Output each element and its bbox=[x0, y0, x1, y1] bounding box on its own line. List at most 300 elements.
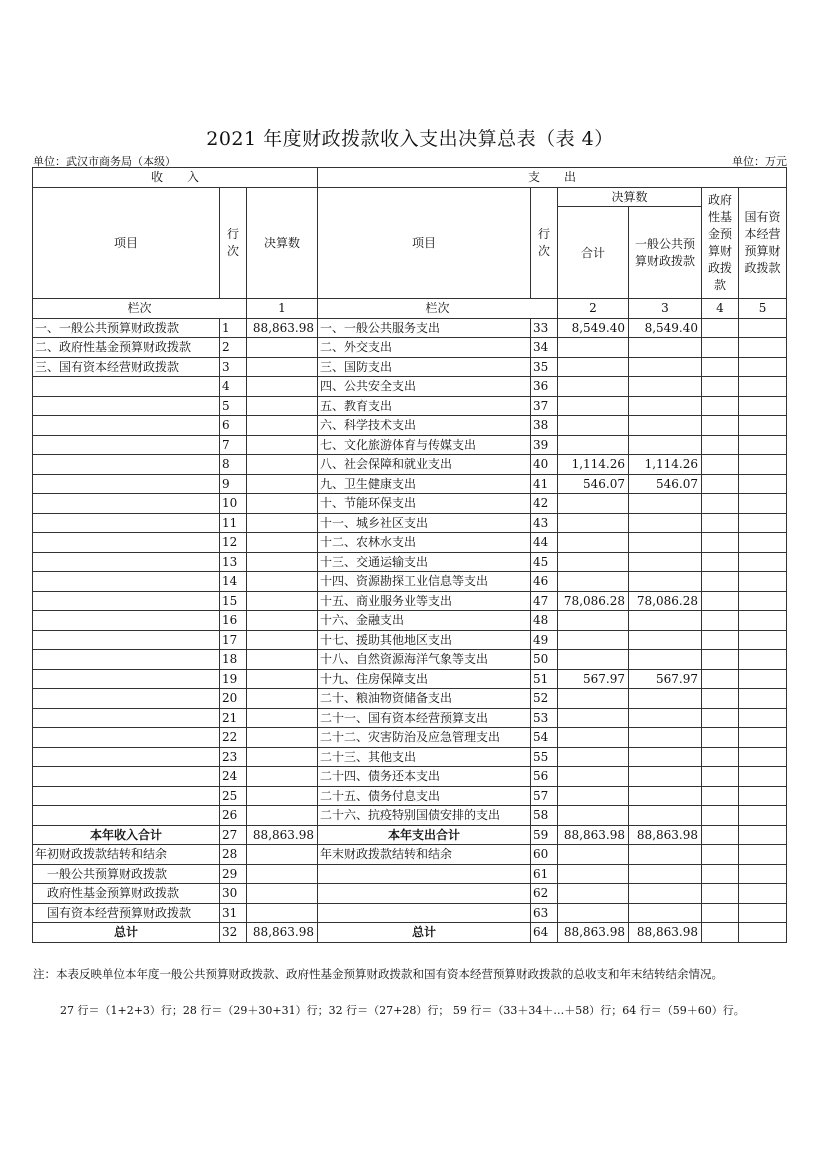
expense-general-budget bbox=[629, 611, 702, 631]
expense-line: 52 bbox=[531, 689, 558, 709]
income-item bbox=[33, 708, 220, 728]
expense-state-capital bbox=[739, 533, 787, 553]
expense-total bbox=[558, 845, 629, 865]
income-item: 一、一般公共预算财政拨款 bbox=[33, 318, 220, 338]
expense-item: 十四、资源勘探工业信息等支出 bbox=[318, 572, 531, 592]
income-line: 30 bbox=[220, 884, 247, 904]
expense-gov-fund bbox=[702, 786, 739, 806]
expense-item: 十九、住房保障支出 bbox=[318, 669, 531, 689]
header-state-capital: 国有资本经营预算财政拨款 bbox=[739, 187, 787, 299]
expense-gov-fund bbox=[702, 747, 739, 767]
expense-item: 二十三、其他支出 bbox=[318, 747, 531, 767]
income-amount bbox=[247, 669, 318, 689]
expense-item: 四、公共安全支出 bbox=[318, 377, 531, 397]
income-item bbox=[33, 591, 220, 611]
income-amount bbox=[247, 845, 318, 865]
expense-state-capital bbox=[739, 728, 787, 748]
header-gov-fund: 政府性基金预算财政拨款 bbox=[702, 187, 739, 299]
expense-total bbox=[558, 338, 629, 358]
expense-state-capital bbox=[739, 591, 787, 611]
income-line: 19 bbox=[220, 669, 247, 689]
table-row bbox=[33, 611, 787, 631]
income-line: 18 bbox=[220, 650, 247, 670]
expense-line: 40 bbox=[531, 455, 558, 475]
income-line: 29 bbox=[220, 864, 247, 884]
income-amount bbox=[247, 455, 318, 475]
expense-total bbox=[558, 708, 629, 728]
income-amount bbox=[247, 728, 318, 748]
expense-total bbox=[558, 552, 629, 572]
header-expense-line: 行次 bbox=[531, 187, 558, 299]
expense-item: 七、文化旅游体育与传媒支出 bbox=[318, 435, 531, 455]
expense-state-capital bbox=[739, 455, 787, 475]
income-amount bbox=[247, 611, 318, 631]
table-row bbox=[33, 396, 787, 416]
expense-total bbox=[558, 786, 629, 806]
income-item bbox=[33, 513, 220, 533]
income-item bbox=[33, 786, 220, 806]
income-item: 本年收入合计 bbox=[33, 825, 220, 845]
income-amount bbox=[247, 377, 318, 397]
expense-state-capital bbox=[739, 416, 787, 436]
income-amount bbox=[247, 630, 318, 650]
expense-total bbox=[558, 903, 629, 923]
income-line: 4 bbox=[220, 377, 247, 397]
income-item: 三、国有资本经营财政拨款 bbox=[33, 357, 220, 377]
expense-line: 54 bbox=[531, 728, 558, 748]
expense-gov-fund bbox=[702, 708, 739, 728]
col-number-4: 4 bbox=[702, 299, 739, 319]
expense-gov-fund bbox=[702, 435, 739, 455]
expense-item: 二十五、债务付息支出 bbox=[318, 786, 531, 806]
expense-item: 三、国防支出 bbox=[318, 357, 531, 377]
expense-state-capital bbox=[739, 552, 787, 572]
table-body bbox=[33, 318, 787, 942]
expense-state-capital bbox=[739, 747, 787, 767]
expense-general-budget: 567.97 bbox=[629, 669, 702, 689]
table-row bbox=[33, 786, 787, 806]
table-row bbox=[33, 669, 787, 689]
expense-total bbox=[558, 396, 629, 416]
expense-gov-fund bbox=[702, 845, 739, 865]
expense-total bbox=[558, 806, 629, 826]
expense-item: 十、节能环保支出 bbox=[318, 494, 531, 514]
expense-item: 九、卫生健康支出 bbox=[318, 474, 531, 494]
expense-line: 39 bbox=[531, 435, 558, 455]
income-line: 12 bbox=[220, 533, 247, 553]
table-row bbox=[33, 747, 787, 767]
expense-line: 63 bbox=[531, 903, 558, 923]
expense-total bbox=[558, 747, 629, 767]
expense-item bbox=[318, 903, 531, 923]
expense-gov-fund bbox=[702, 630, 739, 650]
expense-state-capital bbox=[739, 669, 787, 689]
expense-item: 本年支出合计 bbox=[318, 825, 531, 845]
expense-total bbox=[558, 416, 629, 436]
table-row bbox=[33, 864, 787, 884]
income-line: 26 bbox=[220, 806, 247, 826]
expense-item: 十六、金融支出 bbox=[318, 611, 531, 631]
expense-total bbox=[558, 630, 629, 650]
income-amount bbox=[247, 494, 318, 514]
expense-state-capital bbox=[739, 806, 787, 826]
expense-state-capital bbox=[739, 884, 787, 904]
expense-item: 十七、援助其他地区支出 bbox=[318, 630, 531, 650]
income-item bbox=[33, 572, 220, 592]
income-item bbox=[33, 650, 220, 670]
income-line: 32 bbox=[220, 923, 247, 943]
expense-gov-fund bbox=[702, 474, 739, 494]
expense-total: 88,863.98 bbox=[558, 825, 629, 845]
expense-total bbox=[558, 611, 629, 631]
income-amount bbox=[247, 650, 318, 670]
expense-general-budget bbox=[629, 708, 702, 728]
expense-state-capital bbox=[739, 786, 787, 806]
expense-item: 十一、城乡社区支出 bbox=[318, 513, 531, 533]
col-number-2: 2 bbox=[558, 299, 629, 319]
expense-general-budget bbox=[629, 572, 702, 592]
expense-general-budget bbox=[629, 494, 702, 514]
income-item bbox=[33, 630, 220, 650]
col-number-1: 1 bbox=[247, 299, 318, 319]
expense-item: 二十一、国有资本经营预算支出 bbox=[318, 708, 531, 728]
header-income-amount: 决算数 bbox=[247, 187, 318, 299]
expense-gov-fund bbox=[702, 533, 739, 553]
header-expense-item: 项目 bbox=[318, 187, 531, 299]
expense-line: 53 bbox=[531, 708, 558, 728]
table-row bbox=[33, 884, 787, 904]
expense-general-budget bbox=[629, 357, 702, 377]
expense-state-capital bbox=[739, 357, 787, 377]
expense-item bbox=[318, 884, 531, 904]
income-item bbox=[33, 455, 220, 475]
expense-gov-fund bbox=[702, 650, 739, 670]
income-item bbox=[33, 377, 220, 397]
income-item bbox=[33, 435, 220, 455]
expense-line: 34 bbox=[531, 338, 558, 358]
expense-line: 45 bbox=[531, 552, 558, 572]
table-row bbox=[33, 552, 787, 572]
expense-general-budget bbox=[629, 845, 702, 865]
table-row bbox=[33, 338, 787, 358]
expense-state-capital bbox=[739, 396, 787, 416]
income-item bbox=[33, 806, 220, 826]
income-line: 24 bbox=[220, 767, 247, 787]
income-amount bbox=[247, 767, 318, 787]
expense-general-budget bbox=[629, 650, 702, 670]
expense-gov-fund bbox=[702, 591, 739, 611]
income-item: 一般公共预算财政拨款 bbox=[33, 864, 220, 884]
expense-total bbox=[558, 650, 629, 670]
income-line: 3 bbox=[220, 357, 247, 377]
income-line: 20 bbox=[220, 689, 247, 709]
income-item: 政府性基金预算财政拨款 bbox=[33, 884, 220, 904]
unit-organization: 单位：武汉市商务局（本级） bbox=[33, 155, 176, 168]
expense-item: 二十四、债务还本支出 bbox=[318, 767, 531, 787]
income-item bbox=[33, 767, 220, 787]
expense-general-budget bbox=[629, 689, 702, 709]
income-amount bbox=[247, 357, 318, 377]
table-row bbox=[33, 318, 787, 338]
expense-general-budget: 88,863.98 bbox=[629, 825, 702, 845]
expense-item bbox=[318, 864, 531, 884]
expense-general-budget bbox=[629, 864, 702, 884]
income-line: 16 bbox=[220, 611, 247, 631]
expense-total: 1,114.26 bbox=[558, 455, 629, 475]
income-amount bbox=[247, 552, 318, 572]
expense-item: 十五、商业服务业等支出 bbox=[318, 591, 531, 611]
expense-general-budget bbox=[629, 747, 702, 767]
expense-item: 八、社会保障和就业支出 bbox=[318, 455, 531, 475]
expense-line: 37 bbox=[531, 396, 558, 416]
expense-state-capital bbox=[739, 650, 787, 670]
income-line: 21 bbox=[220, 708, 247, 728]
expense-line: 64 bbox=[531, 923, 558, 943]
table-row bbox=[33, 708, 787, 728]
expense-gov-fund bbox=[702, 416, 739, 436]
expense-item: 二、外交支出 bbox=[318, 338, 531, 358]
expense-line: 42 bbox=[531, 494, 558, 514]
table-formula: 27 行＝（1+2+3）行；28 行＝（29＋30+31）行；32 行＝（27+28）行； 59 行＝（33＋34＋…＋58）行；64 行＝（59＋60）行。 bbox=[60, 1004, 745, 1017]
expense-item: 一、一般公共服务支出 bbox=[318, 318, 531, 338]
expense-gov-fund bbox=[702, 455, 739, 475]
income-item: 二、政府性基金预算财政拨款 bbox=[33, 338, 220, 358]
expense-line: 61 bbox=[531, 864, 558, 884]
income-line: 9 bbox=[220, 474, 247, 494]
expense-state-capital bbox=[739, 494, 787, 514]
expense-line: 43 bbox=[531, 513, 558, 533]
expense-gov-fund bbox=[702, 903, 739, 923]
income-amount bbox=[247, 416, 318, 436]
expense-general-budget bbox=[629, 786, 702, 806]
income-line: 6 bbox=[220, 416, 247, 436]
expense-state-capital bbox=[739, 689, 787, 709]
expense-gov-fund bbox=[702, 669, 739, 689]
income-line: 10 bbox=[220, 494, 247, 514]
expense-state-capital bbox=[739, 708, 787, 728]
expense-state-capital bbox=[739, 825, 787, 845]
table-row bbox=[33, 591, 787, 611]
table-row bbox=[33, 825, 787, 845]
table-row bbox=[33, 435, 787, 455]
expense-general-budget bbox=[629, 903, 702, 923]
income-line: 17 bbox=[220, 630, 247, 650]
expense-general-budget bbox=[629, 435, 702, 455]
income-line: 25 bbox=[220, 786, 247, 806]
income-line: 27 bbox=[220, 825, 247, 845]
income-line: 28 bbox=[220, 845, 247, 865]
expense-item: 十二、农林水支出 bbox=[318, 533, 531, 553]
expense-general-budget bbox=[629, 806, 702, 826]
expense-general-budget bbox=[629, 377, 702, 397]
expense-item: 二十、粮油物资储备支出 bbox=[318, 689, 531, 709]
expense-general-budget bbox=[629, 884, 702, 904]
expense-state-capital bbox=[739, 767, 787, 787]
income-amount bbox=[247, 338, 318, 358]
expense-line: 48 bbox=[531, 611, 558, 631]
income-item bbox=[33, 669, 220, 689]
income-item bbox=[33, 396, 220, 416]
expense-total bbox=[558, 435, 629, 455]
expense-item: 十八、自然资源海洋气象等支出 bbox=[318, 650, 531, 670]
expense-item: 五、教育支出 bbox=[318, 396, 531, 416]
expense-line: 41 bbox=[531, 474, 558, 494]
expense-gov-fund bbox=[702, 396, 739, 416]
expense-line: 58 bbox=[531, 806, 558, 826]
table-row bbox=[33, 689, 787, 709]
expense-line: 57 bbox=[531, 786, 558, 806]
expense-line: 56 bbox=[531, 767, 558, 787]
expense-total: 88,863.98 bbox=[558, 923, 629, 943]
income-amount bbox=[247, 747, 318, 767]
income-amount bbox=[247, 435, 318, 455]
expense-gov-fund bbox=[702, 923, 739, 943]
income-amount: 88,863.98 bbox=[247, 825, 318, 845]
expense-total bbox=[558, 513, 629, 533]
table-row bbox=[33, 455, 787, 475]
expense-total bbox=[558, 494, 629, 514]
expense-total bbox=[558, 864, 629, 884]
expense-general-budget bbox=[629, 630, 702, 650]
income-line: 23 bbox=[220, 747, 247, 767]
income-line: 31 bbox=[220, 903, 247, 923]
income-line: 7 bbox=[220, 435, 247, 455]
expense-total: 567.97 bbox=[558, 669, 629, 689]
expense-state-capital bbox=[739, 435, 787, 455]
income-line: 14 bbox=[220, 572, 247, 592]
expense-state-capital bbox=[739, 611, 787, 631]
expense-gov-fund bbox=[702, 318, 739, 338]
expense-total: 546.07 bbox=[558, 474, 629, 494]
income-item bbox=[33, 747, 220, 767]
header-expense: 支 出 bbox=[318, 168, 787, 188]
table-row bbox=[33, 474, 787, 494]
table-row bbox=[33, 494, 787, 514]
expense-general-budget: 8,549.40 bbox=[629, 318, 702, 338]
header-income: 收 入 bbox=[33, 168, 318, 188]
expense-state-capital bbox=[739, 338, 787, 358]
expense-general-budget bbox=[629, 338, 702, 358]
expense-state-capital bbox=[739, 377, 787, 397]
expense-general-budget bbox=[629, 513, 702, 533]
expense-item: 六、科学技术支出 bbox=[318, 416, 531, 436]
table-row bbox=[33, 416, 787, 436]
expense-gov-fund bbox=[702, 825, 739, 845]
expense-total bbox=[558, 884, 629, 904]
table-row bbox=[33, 572, 787, 592]
expense-general-budget bbox=[629, 728, 702, 748]
header-income-line: 行次 bbox=[220, 187, 247, 299]
expense-item: 总计 bbox=[318, 923, 531, 943]
expense-state-capital bbox=[739, 923, 787, 943]
expense-state-capital bbox=[739, 864, 787, 884]
income-item bbox=[33, 689, 220, 709]
income-line: 2 bbox=[220, 338, 247, 358]
expense-line: 44 bbox=[531, 533, 558, 553]
table-row bbox=[33, 377, 787, 397]
expense-gov-fund bbox=[702, 513, 739, 533]
header-total: 合计 bbox=[558, 207, 629, 299]
expense-line: 46 bbox=[531, 572, 558, 592]
income-item bbox=[33, 611, 220, 631]
expense-general-budget bbox=[629, 396, 702, 416]
expense-line: 59 bbox=[531, 825, 558, 845]
expense-gov-fund bbox=[702, 494, 739, 514]
expense-general-budget: 546.07 bbox=[629, 474, 702, 494]
expense-total bbox=[558, 728, 629, 748]
col-label-expense: 栏次 bbox=[318, 299, 558, 319]
expense-line: 47 bbox=[531, 591, 558, 611]
table-row bbox=[33, 903, 787, 923]
income-amount bbox=[247, 884, 318, 904]
expense-line: 35 bbox=[531, 357, 558, 377]
expense-state-capital bbox=[739, 513, 787, 533]
expense-line: 51 bbox=[531, 669, 558, 689]
expense-gov-fund bbox=[702, 611, 739, 631]
income-amount bbox=[247, 786, 318, 806]
expense-state-capital bbox=[739, 318, 787, 338]
header-general-budget: 一般公共预算财政拨款 bbox=[629, 207, 702, 299]
income-item bbox=[33, 474, 220, 494]
expense-gov-fund bbox=[702, 357, 739, 377]
table-row bbox=[33, 513, 787, 533]
table-note: 注：本表反映单位本年度一般公共预算财政拨款、政府性基金预算财政拨款和国有资本经营预算财政拨款的总收支和年末结转结余情况。 bbox=[33, 967, 723, 981]
expense-gov-fund bbox=[702, 767, 739, 787]
unit-currency: 单位：万元 bbox=[732, 155, 787, 168]
expense-gov-fund bbox=[702, 377, 739, 397]
expense-line: 62 bbox=[531, 884, 558, 904]
income-line: 22 bbox=[220, 728, 247, 748]
expense-line: 49 bbox=[531, 630, 558, 650]
expense-line: 50 bbox=[531, 650, 558, 670]
expense-total bbox=[558, 357, 629, 377]
expense-general-budget bbox=[629, 533, 702, 553]
income-item bbox=[33, 552, 220, 572]
expense-line: 38 bbox=[531, 416, 558, 436]
expense-total bbox=[558, 377, 629, 397]
expense-gov-fund bbox=[702, 728, 739, 748]
expense-item: 年末财政拨款结转和结余 bbox=[318, 845, 531, 865]
income-line: 1 bbox=[220, 318, 247, 338]
income-line: 15 bbox=[220, 591, 247, 611]
expense-line: 33 bbox=[531, 318, 558, 338]
expense-state-capital bbox=[739, 845, 787, 865]
expense-gov-fund bbox=[702, 806, 739, 826]
table-row bbox=[33, 650, 787, 670]
expense-line: 55 bbox=[531, 747, 558, 767]
expense-total: 8,549.40 bbox=[558, 318, 629, 338]
table-row bbox=[33, 767, 787, 787]
income-line: 5 bbox=[220, 396, 247, 416]
income-amount bbox=[247, 572, 318, 592]
income-amount: 88,863.98 bbox=[247, 318, 318, 338]
income-item bbox=[33, 494, 220, 514]
expense-general-budget: 1,114.26 bbox=[629, 455, 702, 475]
budget-table bbox=[32, 167, 787, 943]
table-row bbox=[33, 357, 787, 377]
expense-general-budget bbox=[629, 552, 702, 572]
income-amount bbox=[247, 903, 318, 923]
income-line: 8 bbox=[220, 455, 247, 475]
expense-total bbox=[558, 767, 629, 787]
expense-gov-fund bbox=[702, 689, 739, 709]
col-label-income: 栏次 bbox=[33, 299, 247, 319]
expense-state-capital bbox=[739, 572, 787, 592]
expense-item: 二十六、抗疫特别国债安排的支出 bbox=[318, 806, 531, 826]
expense-gov-fund bbox=[702, 884, 739, 904]
expense-general-budget: 88,863.98 bbox=[629, 923, 702, 943]
expense-total bbox=[558, 572, 629, 592]
